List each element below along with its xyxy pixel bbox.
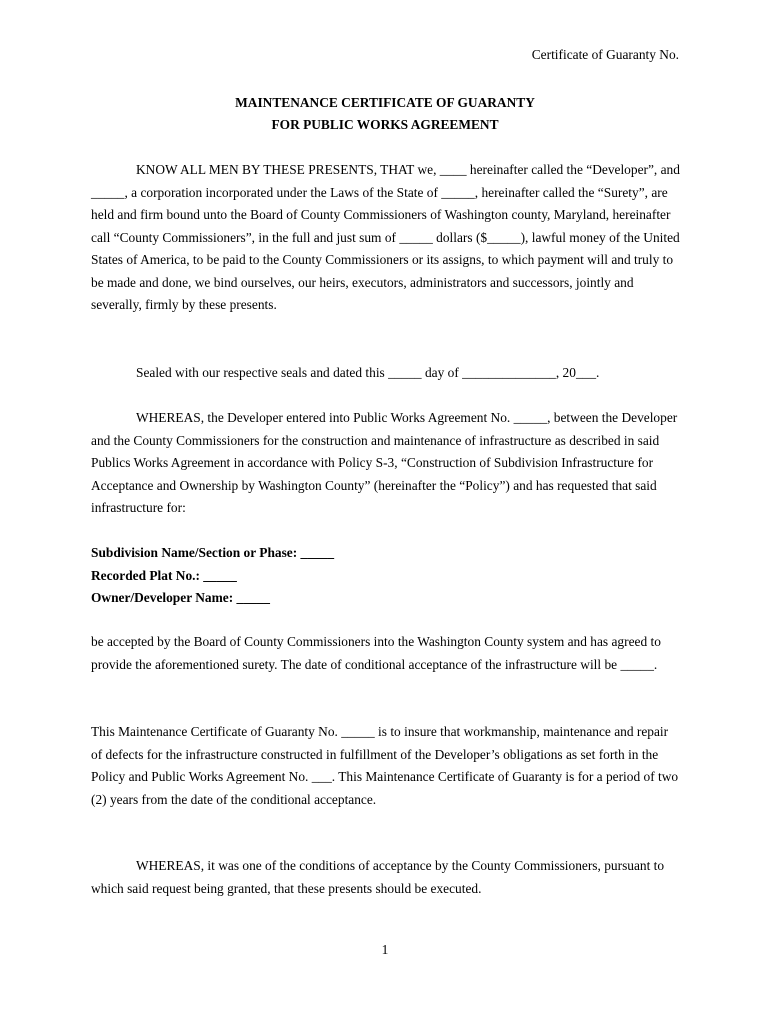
page-number: 1	[381, 942, 389, 957]
owner-developer-field: Owner/Developer Name: _____	[91, 590, 270, 605]
paragraph-certificate-purpose: This Maintenance Certificate of Guaranty No. _____ is to insure that workmanship, maintenance and repair of defects for the infrastructure constructed in fulfillment of the Developer’s obligations as set forth in the Policy and Public Works Agreement No. ___. This Maintenance Certificate of Guaranty is for a period of two (2) years from the date of the conditional acceptance.	[91, 724, 679, 807]
subdivision-field: Subdivision Name/Section or Phase: _____	[91, 545, 335, 560]
paragraph-know-all-men: KNOW ALL MEN BY THESE PRESENTS, THAT we, ____ hereinafter called the “Developer”, and _____, a corporation incorporated under the Laws of the State of _____, hereinafter called the “Surety”, are held and firm bound unto the Board of County Commissioners of Washington county, Maryland, hereinafter call “County Commissioners”, in the full and just sum of _____ dollars ($_____), lawful money of the United States of America, to be paid to the County Commissioners or its assigns, to which payment will and truly to be made and done, we bind ourselves, our heirs, executors, administrators and successors, jointly and severally, firmly by these presents.	[91, 162, 680, 312]
paragraph-whereas-conditions: WHEREAS, it was one of the conditions of acceptance by the County Commissioners, pursuant to which said request being granted, that these presents should be executed.	[91, 858, 665, 896]
paragraph-sealed: Sealed with our respective seals and dated this _____ day of ______________, 20___.	[136, 365, 600, 380]
infrastructure-fields	[91, 542, 334, 610]
paragraph-acceptance: be accepted by the Board of County Commissioners into the Washington County system and has agreed to provide the aforementioned surety. The date of conditional acceptance of the infrastructure will be _____.	[91, 634, 661, 672]
document-title: MAINTENANCE CERTIFICATE OF GUARANTY	[235, 95, 535, 110]
certificate-number-header: Certificate of Guaranty No.	[531, 47, 679, 62]
document-subtitle: FOR PUBLIC WORKS AGREEMENT	[271, 117, 499, 132]
paragraph-whereas-agreement: WHEREAS, the Developer entered into Public Works Agreement No. _____, between the Developer and the County Commissioners for the construction and maintenance of infrastructure as described in said Publics Works Agreement in accordance with Policy S-3, “Construction of Subdivision Infrastructure for Acceptance and Ownership by Washington County” (hereinafter the “Policy”) and has requested that said infrastructure for:	[91, 410, 678, 515]
recorded-plat-field: Recorded Plat No.: _____	[91, 567, 237, 583]
